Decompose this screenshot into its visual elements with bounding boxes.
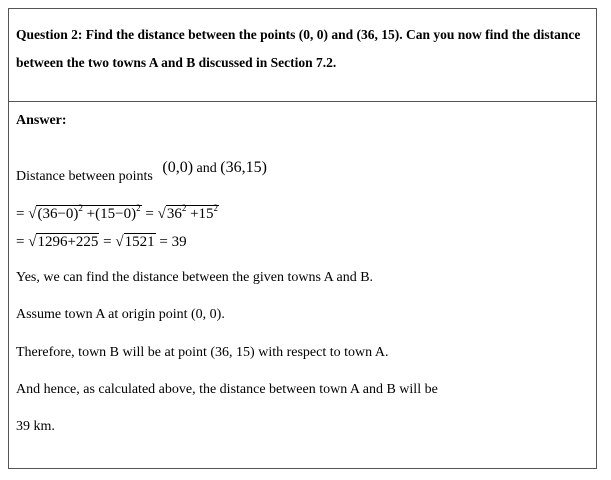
point-two: (36,15) <box>220 159 267 176</box>
exponent: 2 <box>213 203 219 213</box>
and-word: and <box>196 161 217 176</box>
term-c: 15 <box>100 206 116 222</box>
formula-line-two <box>16 233 187 251</box>
rhs-b: 15 <box>198 206 214 222</box>
term-a: 36 <box>42 206 58 222</box>
result-value: 39 <box>171 234 187 250</box>
exponent: 2 <box>181 203 187 213</box>
equals-sign: = <box>16 206 25 222</box>
answer-paragraph: Assume town A at origin point (0, 0). <box>16 307 225 322</box>
sqrt-sum: √1296+225 <box>28 234 99 250</box>
term-b: 0 <box>65 206 74 222</box>
answer-paragraph: And hence, as calculated above, the distance between town A and B will be <box>16 382 438 397</box>
exponent: 2 <box>136 203 141 213</box>
equals-sign: = <box>103 234 112 250</box>
equals-sign: = <box>16 234 25 250</box>
formula-line-one <box>16 205 219 223</box>
sqrt-expression-two: $√36^2 +15^2$ <box>157 203 219 222</box>
rhs-a: 36 <box>166 206 182 222</box>
section-divider <box>9 101 596 102</box>
answer-paragraph: Therefore, town B will be at point (36, 15) with respect to town A. <box>16 345 389 360</box>
answer-paragraph: Yes, we can find the distance between the given towns A and B. <box>16 270 374 285</box>
answer-label: Answer: <box>16 113 67 128</box>
answer-paragraph: 39 km. <box>16 419 55 434</box>
distance-intro-line <box>16 159 267 184</box>
intro-text: Distance between points <box>16 169 153 184</box>
sqrt-total: √1521 <box>115 234 155 250</box>
qa-box <box>8 8 597 469</box>
sqrt-expression-one: $√(36-0)^2 +(15-0)^2$ <box>28 203 141 222</box>
point-one: (0,0) <box>162 159 194 176</box>
exponent: 2 <box>78 203 83 213</box>
term-d: 0 <box>123 206 132 222</box>
sum-value: 1296+225 <box>37 234 99 250</box>
equals-sign: = <box>145 206 154 222</box>
total-value: 1521 <box>124 234 155 250</box>
equals-sign: = <box>159 234 168 250</box>
question-text: Question 2: Find the distance between the points (0, 0) and (36, 15). Can you now find the distance between the two towns A and B discussed in Section 7.2. <box>16 27 581 70</box>
